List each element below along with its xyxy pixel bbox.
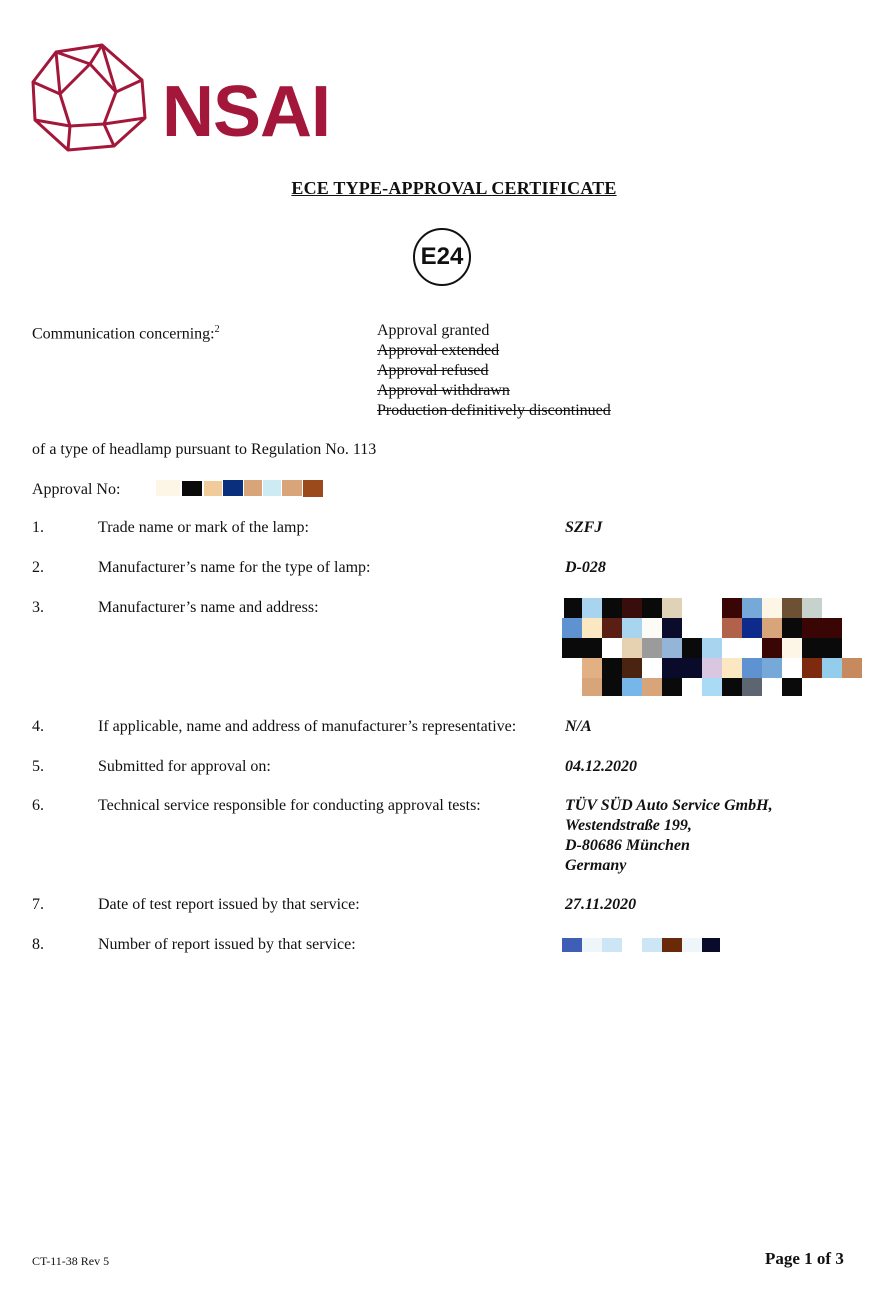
item-6-value xyxy=(565,796,773,876)
option-approval-granted: Approval granted xyxy=(377,322,490,339)
item-3-redaction xyxy=(562,596,862,698)
footnote-marker: 2 xyxy=(214,324,220,335)
logo-text: NSAI xyxy=(162,72,331,152)
item-6-value-line-1: TÜV SÜD Auto Service GmbH, xyxy=(565,797,773,814)
page-number: Page 1 of 3 xyxy=(765,1249,844,1268)
geometric-polyhedron-icon xyxy=(30,42,150,154)
item-7-number: 7. xyxy=(32,896,44,913)
item-5-label: Submitted for approval on: xyxy=(98,758,271,775)
communication-label xyxy=(32,320,220,344)
approval-no-redaction xyxy=(128,478,324,498)
item-2-value: D-028 xyxy=(565,559,606,576)
option-approval-withdrawn: Approval withdrawn xyxy=(377,382,510,399)
item-4-value: N/A xyxy=(565,718,592,735)
item-5-number: 5. xyxy=(32,758,44,775)
type-statement: of a type of headlamp pursuant to Regulation No. 113 xyxy=(32,441,377,458)
item-3-label: Manufacturer’s name and address: xyxy=(98,599,319,616)
item-1-number: 1. xyxy=(32,519,44,536)
approval-mark xyxy=(413,228,471,286)
item-8-redaction xyxy=(562,936,726,956)
option-production-discontinued: Production definitively discontinued xyxy=(377,402,611,419)
communication-options xyxy=(377,321,611,421)
item-1-value: SZFJ xyxy=(565,519,603,536)
item-6-label: Technical service responsible for conducting approval tests: xyxy=(98,797,481,814)
communication-label-text: Communication concerning: xyxy=(32,325,215,343)
option-approval-refused: Approval refused xyxy=(377,362,489,379)
approval-mark-text: E24 xyxy=(420,243,464,270)
item-6-value-line-4: Germany xyxy=(565,857,627,874)
item-7-value: 27.11.2020 xyxy=(565,896,637,913)
item-1-label: Trade name or mark of the lamp: xyxy=(98,519,309,536)
item-4-number: 4. xyxy=(32,718,44,735)
item-4-label: If applicable, name and address of manufacturer’s representative: xyxy=(98,718,517,735)
item-8-number: 8. xyxy=(32,936,44,953)
item-8-label: Number of report issued by that service: xyxy=(98,936,356,953)
item-6-value-line-3: D-80686 München xyxy=(565,837,690,854)
document-code: CT-11-38 Rev 5 xyxy=(32,1254,110,1268)
item-2-number: 2. xyxy=(32,559,44,576)
approval-no-label: Approval No: xyxy=(32,481,121,498)
item-3-number: 3. xyxy=(32,599,44,616)
item-6-number: 6. xyxy=(32,797,44,814)
item-2-label: Manufacturer’s name for the type of lamp: xyxy=(98,559,371,576)
certificate-title: ECE TYPE-APPROVAL CERTIFICATE xyxy=(291,178,617,198)
item-5-value: 04.12.2020 xyxy=(565,758,637,775)
nsai-logo xyxy=(30,42,330,154)
item-6-value-line-2: Westendstraße 199, xyxy=(565,817,692,834)
item-7-label: Date of test report issued by that service: xyxy=(98,896,360,913)
option-approval-extended: Approval extended xyxy=(377,342,500,359)
